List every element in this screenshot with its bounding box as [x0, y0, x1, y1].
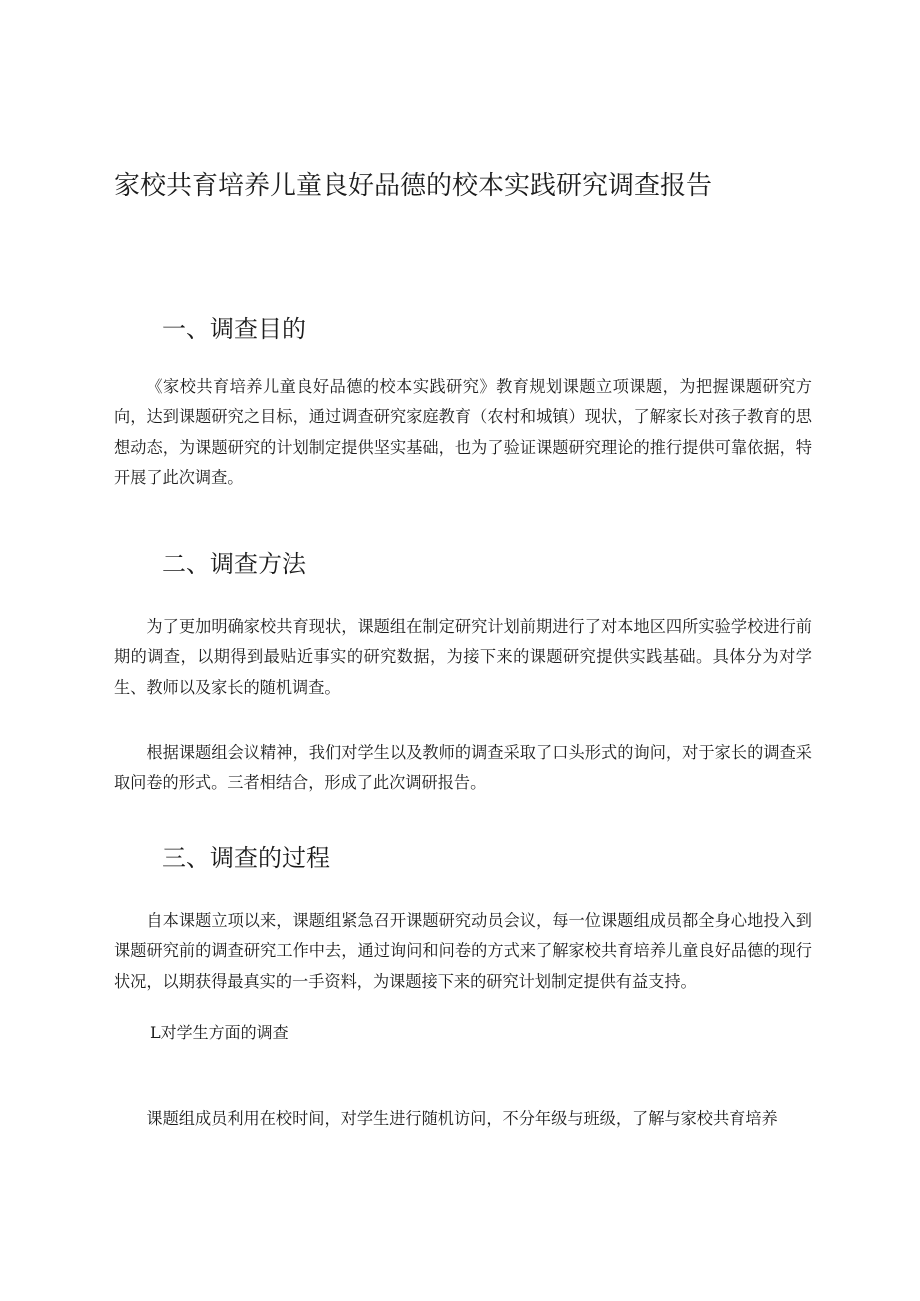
paragraph-process: 自本课题立项以来，课题组紧急召开课题研究动员会议，每一位课题组成员都全身心地投入到课题研究前的调查研究工作中去，通过询问和问卷的方式来了解家校共育培养儿童良好品德的现行状况，以期获得最真实的一手资料，为课题接下来的研究计划制定提供有益支持。: [114, 911, 812, 991]
paragraph-method-2: 根据课题组会议精神，我们对学生以及教师的调查采取了口头形式的询问，对于家长的调查采取问卷的形式。三者相结合，形成了此次调研报告。: [114, 743, 812, 793]
paragraph-method-1: 为了更加明确家校共育现状，课题组在制定研究计划前期进行了对本地区四所实验学校进行前期的调查，以期得到最贴近事实的研究数据，为接下来的课题研究提供实践基础。具体分为对学生、教师以及家长的随机调查。: [114, 617, 812, 697]
paragraph-students: 课题组成员利用在校时间，对学生进行随机访问，不分年级与班级，了解与家校共育培养: [146, 1109, 778, 1128]
subsection-heading-students: L对学生方面的调查: [150, 1023, 289, 1042]
section-heading-purpose: 一、调查目的: [162, 315, 306, 343]
document-title: 家校共育培养儿童良好品德的校本实践研究调查报告: [114, 171, 713, 201]
paragraph-purpose: 《家校共育培养儿童良好品德的校本实践研究》教育规划课题立项课题，为把握课题研究方向，达到课题研究之目标，通过调查研究家庭教育（农村和城镇）现状，了解家长对孩子教育的思想动态，为课题研究的计划制定提供坚实基础，也为了验证课题研究理论的推行提供可靠依据，特开展了此次调查。: [114, 377, 812, 487]
section-heading-method: 二、调查方法: [162, 550, 306, 578]
section-heading-process: 三、调查的过程: [162, 844, 330, 872]
